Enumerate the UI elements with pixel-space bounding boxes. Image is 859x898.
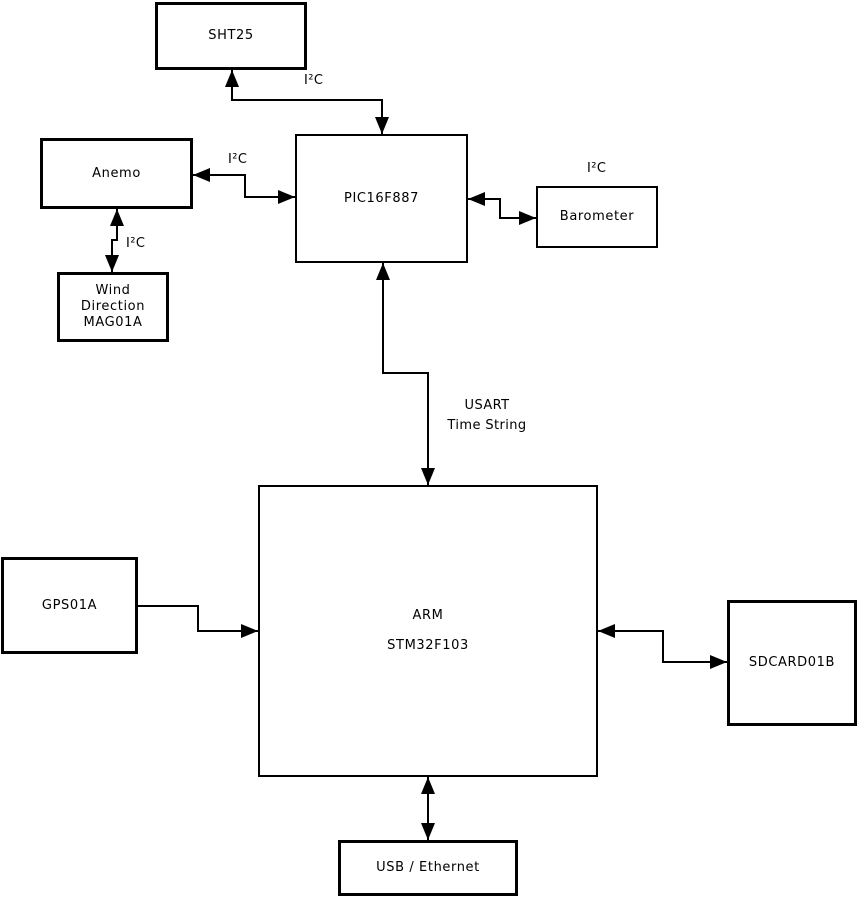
- arrowhead-right-icon: [278, 190, 295, 204]
- arrowhead-up-icon: [421, 777, 435, 794]
- connector-arm-sdcard: [598, 624, 727, 669]
- node-usb-ethernet: [338, 840, 518, 896]
- node-wind-line2: Direction: [80, 299, 146, 314]
- node-barometer-label: Barometer: [559, 209, 635, 224]
- arrowhead-left-icon: [193, 168, 210, 182]
- node-wind-line3: MAG01A: [83, 315, 143, 330]
- node-anemo: [40, 138, 193, 209]
- node-pic16f887: [295, 134, 468, 263]
- arrowhead-right-icon: [519, 211, 536, 225]
- connector-gps-arm: [138, 606, 258, 638]
- node-sht25: [155, 2, 307, 70]
- arrowhead-up-icon: [225, 70, 239, 87]
- node-gps-label: GPS01A: [41, 597, 98, 613]
- node-arm-line1: ARM: [412, 608, 444, 623]
- node-arm-line2: STM32F103: [387, 638, 469, 653]
- node-sdcard-label: SDCARD01B: [748, 655, 836, 670]
- edge-label-usart: [425, 396, 549, 436]
- arrowhead-left-icon: [598, 624, 615, 638]
- edge-label-i2c-wind: I²C: [126, 236, 146, 251]
- node-sht25-label: SHT25: [208, 28, 254, 43]
- edge-label-i2c-anemo-pic: I²C: [228, 152, 248, 167]
- connector-arm-usb: [421, 777, 435, 840]
- node-wind-direction: [57, 272, 169, 342]
- arrowhead-up-icon: [376, 263, 390, 280]
- arrowhead-down-icon: [421, 823, 435, 840]
- node-usb-label: USB / Ethernet: [376, 860, 480, 875]
- edge-label-usart-line2: Time String: [447, 418, 527, 433]
- arrowhead-right-icon: [241, 624, 258, 638]
- node-anemo-label: Anemo: [92, 165, 141, 181]
- arrowhead-left-icon: [468, 192, 485, 206]
- edge-label-usart-line1: USART: [464, 398, 510, 413]
- node-gps01a: [1, 557, 138, 654]
- arrowhead-up-icon: [110, 209, 124, 226]
- node-barometer: [536, 186, 658, 248]
- arrowhead-down-icon: [375, 117, 389, 134]
- connector-anemo-wind: [105, 209, 124, 272]
- connector-anemo-pic: [193, 168, 295, 204]
- edge-label-i2c-barometer: I²C: [587, 161, 607, 176]
- node-arm-stm32f103: [258, 485, 598, 777]
- connector-pic-barometer: [468, 192, 536, 225]
- connector-pic-arm: [376, 263, 435, 485]
- arrowhead-down-icon: [105, 255, 119, 272]
- node-pic-label: PIC16F887: [344, 190, 419, 206]
- arrowhead-right-icon: [710, 655, 727, 669]
- arrowhead-down-icon: [421, 468, 435, 485]
- node-sdcard01b: [727, 600, 857, 726]
- edge-label-i2c-sht25: I²C: [304, 73, 324, 88]
- node-wind-line1: Wind: [95, 283, 131, 298]
